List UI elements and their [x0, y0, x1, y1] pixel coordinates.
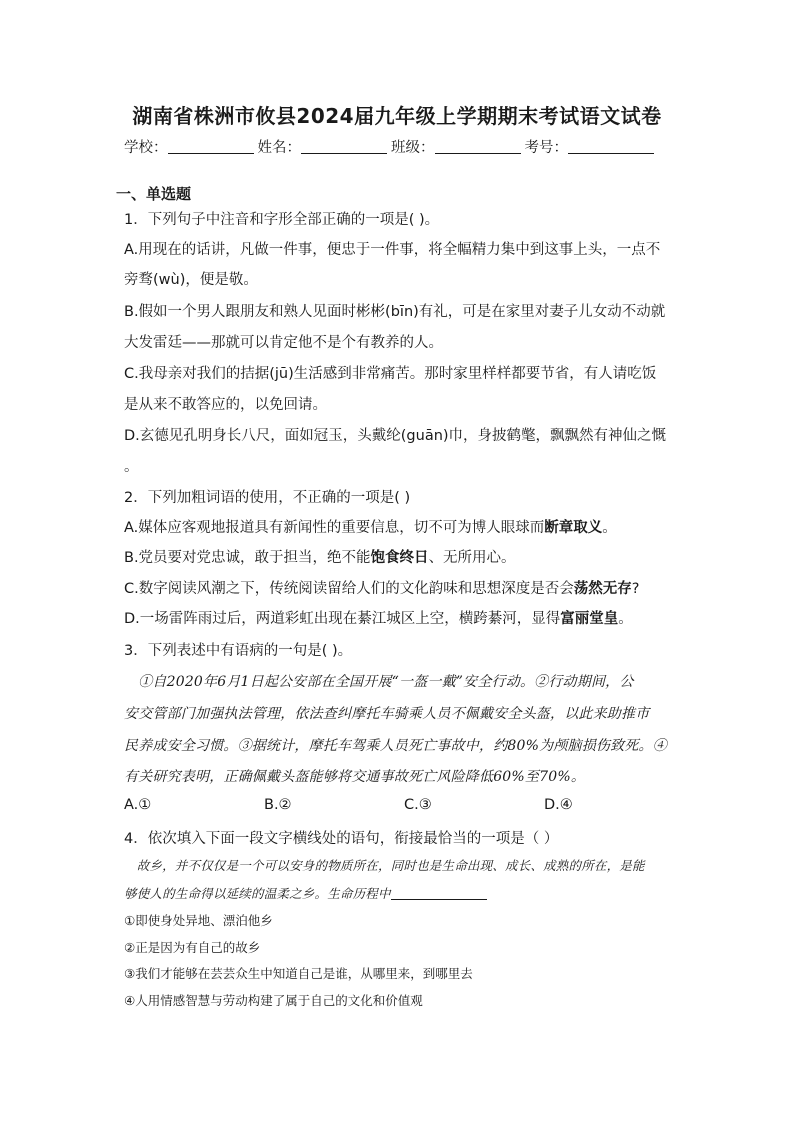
school-blank[interactable]: [168, 139, 254, 154]
q4-fill-blank[interactable]: [391, 887, 487, 900]
q3-passage-line4: 有关研究表明，正确佩戴头盔能够将交通事故死亡风险降低60%至70%。: [124, 769, 586, 785]
q1-option-d-line2: 。: [124, 459, 139, 475]
q1-option-d-line1: D.玄德见孔明身长八尺，面如冠玉，头戴纶(guān)巾，身披鹤氅，飘飘然有神仙之慨: [124, 428, 667, 444]
q4-item-3: ③我们才能够在芸芸众生中知道自己是谁，从哪里来，到哪里去: [124, 966, 473, 981]
class-blank[interactable]: [435, 139, 521, 154]
section-heading: 一、单选题: [116, 185, 192, 203]
q2-a-bold-term: 断章取义: [544, 520, 603, 536]
q2-a-text: A.媒体应客观地报道具有新闻性的重要信息，切不可为博人眼球而: [124, 520, 545, 536]
number-blank[interactable]: [568, 139, 654, 154]
q1-option-a-line1: A.用现在的话讲，凡做一件事，便忠于一件事，将全幅精力集中到这事上头，一点不: [124, 242, 661, 258]
name-label: 姓名：: [257, 140, 301, 156]
q4-item-1: ①即使身处异地、漂泊他乡: [124, 913, 273, 928]
q2-a-end: 。: [602, 520, 617, 536]
q3-passage-line2: 安交管部门加强执法管理，依法查纠摩托车骑乘人员不佩戴安全头盔，以此来助推市: [124, 706, 650, 722]
q3-passage-line3: 民养成安全习惯。③据统计，摩托车驾乘人员死亡事故中，约80%为颅脑损伤致死。④: [124, 738, 667, 754]
q3-option-a: A.①: [124, 797, 152, 813]
class-label: 班级：: [391, 140, 435, 156]
q2-b-text: B.党员要对党忠诚，敢于担当，绝不能: [124, 550, 371, 566]
q2-c-end: ?: [631, 581, 640, 597]
q2-stem: 2．下列加粗词语的使用，不正确的一项是( ): [124, 490, 411, 506]
q1-option-c-line1: C.我母亲对我们的拮据(jū)生活感到非常痛苦。那时家里样样都要节省，有人请吃饭: [124, 366, 657, 382]
q4-item-4: ④人用情感智慧与劳动构建了属于自己的文化和价值观: [124, 993, 423, 1008]
page-title: 湖南省株洲市攸县2024届九年级上学期期末考试语文试卷: [132, 104, 662, 128]
q3-option-b: B.②: [264, 797, 292, 813]
q4-passage-line1: 故乡，并不仅仅是一个可以安身的物质所在，同时也是生命出现、成长、成熟的所在，是能: [124, 858, 645, 873]
q1-stem: 1．下列句子中注音和字形全部正确的一项是( )。: [124, 212, 440, 228]
q3-passage-line1: ①自2020年6月1日起公安部在全国开展“一盔一戴”安全行动。②行动期间，公: [124, 674, 634, 690]
q1-option-a-line2: 旁骛(wù)，便是敬。: [124, 272, 258, 288]
school-label: 学校：: [124, 140, 168, 156]
q3-option-c: C.③: [404, 797, 432, 813]
q2-d-bold-term: 富丽堂皇: [560, 611, 619, 627]
q4-item-2: ②正是因为有自己的故乡: [124, 940, 261, 955]
student-info-row: [124, 136, 658, 157]
q2-b-bold-term: 饱食终日: [370, 550, 429, 566]
q2-c-text: C.数字阅读风潮之下，传统阅读留给人们的文化韵味和思想深度是否会: [124, 581, 574, 597]
q4-stem: 4．依次填入下面一段文字横线处的语句，衔接最恰当的一项是（ ）: [124, 831, 559, 847]
q2-option-a: [124, 516, 617, 537]
q3-options: [124, 797, 684, 813]
q2-option-c: [124, 577, 639, 598]
number-label: 考号：: [524, 140, 568, 156]
q1-option-c-line2: 是从来不敢答应的，以免回请。: [124, 397, 327, 413]
name-blank[interactable]: [301, 139, 387, 154]
q2-option-d: [124, 607, 633, 628]
q3-stem: 3．下列表述中有语病的一句是( )。: [124, 643, 353, 659]
q4-passage-text: 够使人的生命得以延续的温柔之乡。生命历程中: [124, 886, 391, 901]
q2-d-text: D.一场雷阵雨过后，两道彩虹出现在綦江城区上空，横跨綦河，显得: [124, 611, 561, 627]
q3-option-d: D.④: [544, 797, 573, 813]
q2-b-end: 、无所用心。: [428, 550, 516, 566]
q4-passage-line2: [124, 884, 487, 902]
q1-option-b-line1: B.假如一个男人跟朋友和熟人见面时彬彬(bīn)有礼，可是在家里对妻子儿女动不动就: [124, 304, 666, 320]
q2-option-b: [124, 546, 516, 567]
q2-d-end: 。: [618, 611, 633, 627]
q2-c-bold-term: 荡然无存: [573, 581, 632, 597]
q1-option-b-line2: 大发雷廷——那就可以肯定他不是个有教养的人。: [124, 335, 443, 351]
